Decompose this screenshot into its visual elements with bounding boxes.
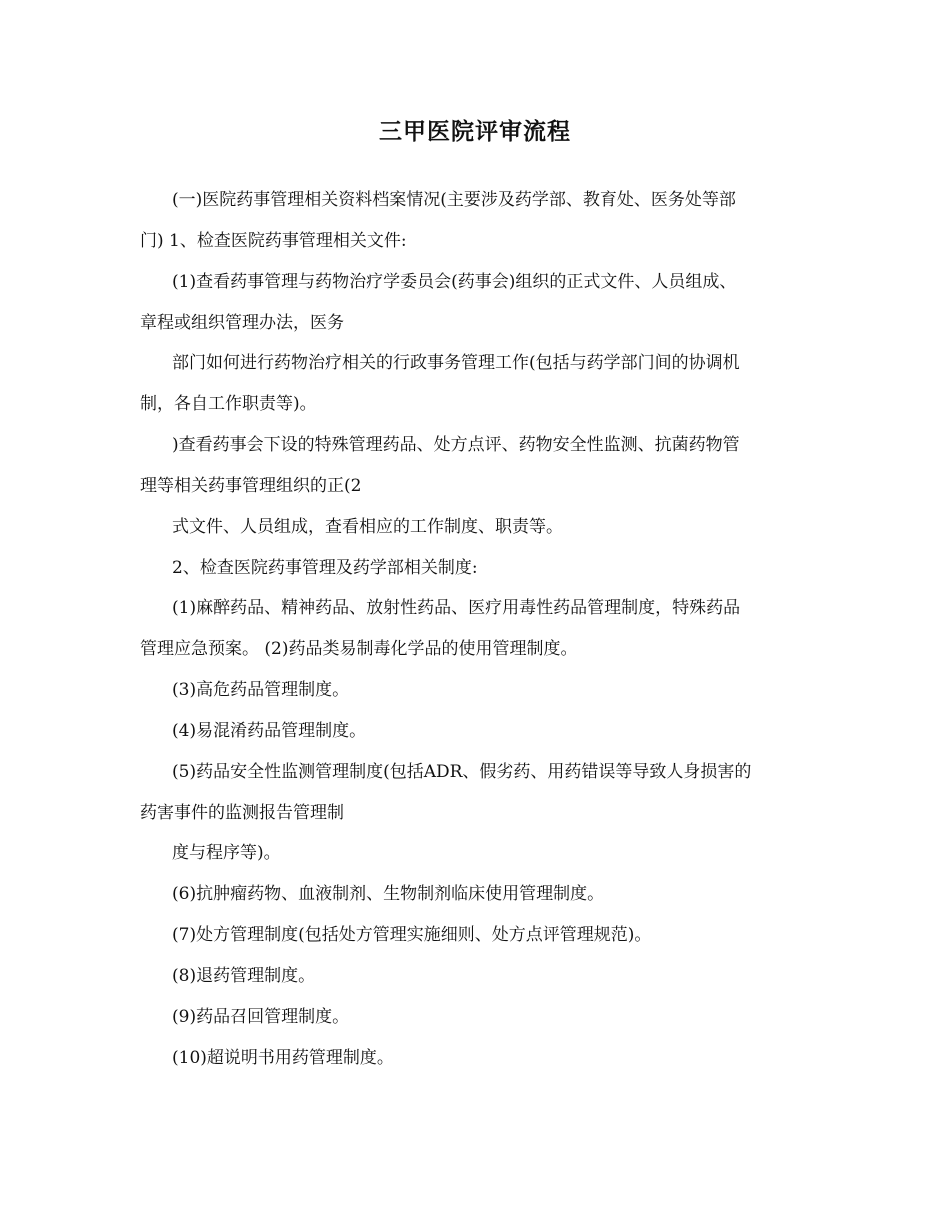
paragraph-line: (一)医院药事管理相关资料档案情况(主要涉及药学部、教育处、医务处等部: [172, 190, 736, 210]
paragraph-line: (6)抗肿瘤药物、血液制剂、生物制剂临床使用管理制度。: [172, 884, 605, 904]
paragraph-line: (4)易混淆药品管理制度。: [172, 721, 367, 741]
paragraph-line: 章程或组织管理办法，医务: [140, 313, 344, 333]
document-title: 三甲医院评审流程: [379, 118, 571, 145]
paragraph-line: 管理应急预案。 (2)药品类易制毒化学品的使用管理制度。: [140, 639, 578, 659]
paragraph-line: 药害事件的监测报告管理制: [140, 803, 344, 823]
paragraph-line: 门) 1、检查医院药事管理相关文件:: [140, 231, 407, 251]
paragraph-line: (7)处方管理制度(包括处方管理实施细则、处方点评管理规范)。: [172, 925, 652, 945]
paragraph-line: 式文件、人员组成，查看相应的工作制度、职责等。: [172, 517, 563, 537]
paragraph-line: 理等相关药事管理组织的正(2: [140, 476, 362, 496]
paragraph-line: (10)超说明书用药管理制度。: [172, 1048, 394, 1068]
paragraph-line: 2、检查医院药事管理及药学部相关制度:: [172, 558, 478, 578]
paragraph-line: (9)药品召回管理制度。: [172, 1007, 350, 1027]
paragraph-line: 度与程序等)。: [172, 843, 281, 863]
paragraph-line: (5)药品安全性监测管理制度(包括ADR、假劣药、用药错误等导致人身损害的: [172, 762, 752, 782]
paragraph-line: (8)退药管理制度。: [172, 966, 316, 986]
paragraph-line: (3)高危药品管理制度。: [172, 680, 350, 700]
paragraph-line: 制，各自工作职责等)。: [140, 394, 317, 414]
paragraph-line: )查看药事会下设的特殊管理药品、处方点评、药物安全性监测、抗菌药物管: [172, 435, 740, 455]
paragraph-line: (1)麻醉药品、精神药品、放射性药品、医疗用毒性药品管理制度，特殊药品: [172, 598, 741, 618]
paragraph-line: (1)查看药事管理与药物治疗学委员会(药事会)组织的正式文件、人员组成、: [172, 272, 737, 292]
paragraph-line: 部门如何进行药物治疗相关的行政事务管理工作(包括与药学部门间的协调机: [172, 353, 740, 373]
